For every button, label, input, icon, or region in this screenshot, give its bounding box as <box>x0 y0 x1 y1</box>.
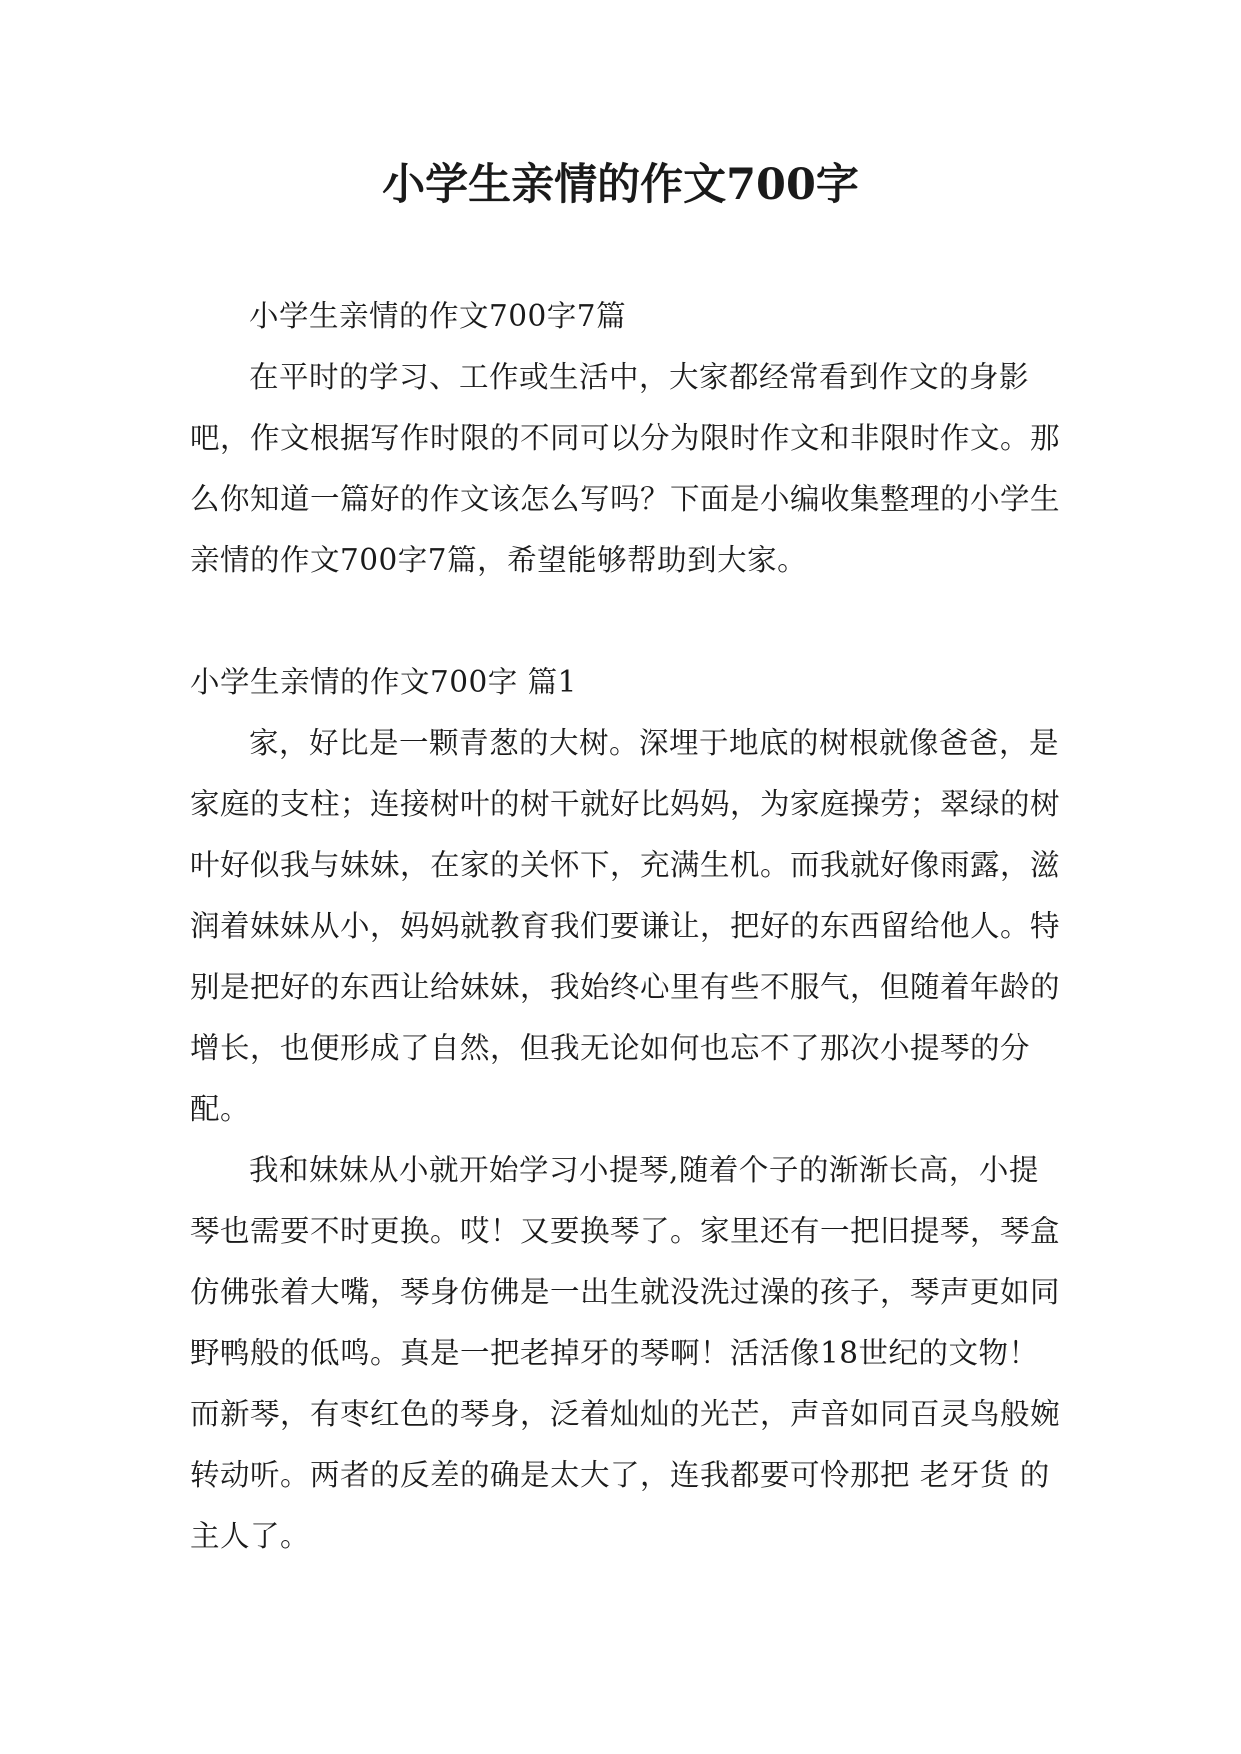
document-subtitle: 小学生亲情的作文700字7篇 <box>249 299 627 333</box>
document-title: 小学生亲情的作文700字 <box>382 160 859 210</box>
intro-paragraph: 在平时的学习、工作或生活中，大家都经常看到作文的身影吧，作文根据写作时限的不同可以分为限时作文和非限时作文。那么你知道一篇好的作文该怎么写吗？下面是小编收集整理的小学生亲情的作文700字7篇，希望能够帮助到大家。 <box>190 360 1061 577</box>
section-heading: 小学生亲情的作文700字 篇1 <box>190 665 577 699</box>
body-paragraph-1: 家，好比是一颗青葱的大树。深埋于地底的树根就像爸爸，是家庭的支柱；连接树叶的树干就好比妈妈，为家庭操劳；翠绿的树叶好似我与妹妹，在家的关怀下，充满生机。而我就好像雨露，滋润着妹妹从小，妈妈就教育我们要谦让，把好的东西留给他人。特别是把好的东西让给妹妹，我始终心里有些不服气，但随着年龄的增长，也便形成了自然，但我无论如何也忘不了那次小提琴的分配。 <box>190 726 1061 1126</box>
body-paragraph-2: 我和妹妹从小就开始学习小提琴,随着个子的渐渐长高，小提琴也需要不时更换。哎！又要换琴了。家里还有一把旧提琴，琴盒仿佛张着大嘴，琴身仿佛是一出生就没洗过澡的孩子，琴声更如同野鸭般的低鸣。真是一把老掉牙的琴啊！活活像18世纪的文物！而新琴，有枣红色的琴身，泛着灿灿的光芒，声音如同百灵鸟般婉转动听。两者的反差的确是太大了，连我都要可怜那把 老牙货 的主人了。 <box>190 1153 1061 1553</box>
document-body <box>190 286 1060 1567</box>
paragraph-spacer <box>190 591 1060 652</box>
